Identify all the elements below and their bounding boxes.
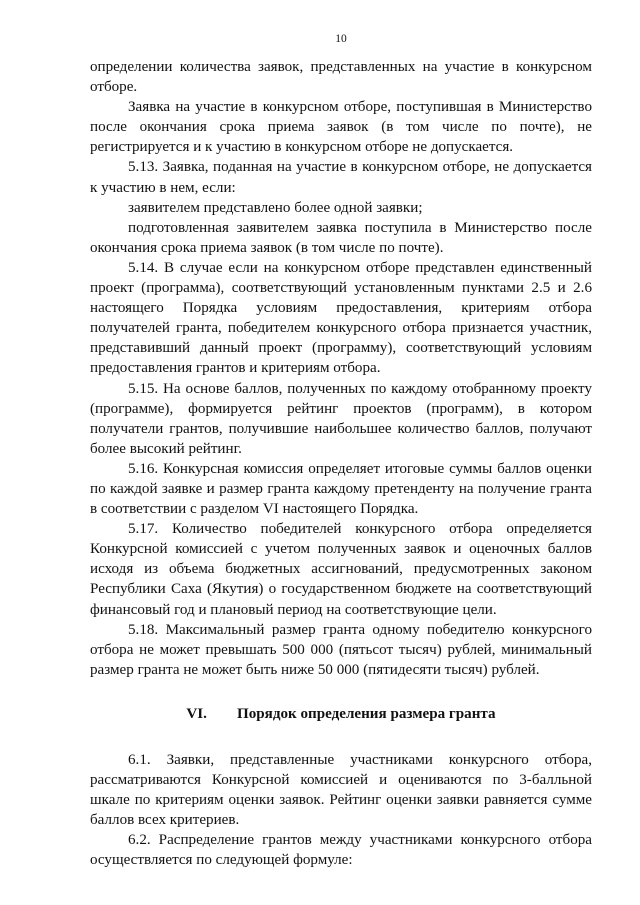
paragraph: определении количества заявок, представленных на участие в конкурсном отборе.: [90, 59, 592, 96]
document-body: [90, 57, 592, 870]
paragraph: 5.13. Заявка, поданная на участие в конкурсном отборе, не допускается к участию в нем, если:: [90, 159, 592, 196]
paragraph: 5.17. Количество победителей конкурсного отбора определяется Конкурсной комиссией с учетом полученных заявок и оценочных баллов исходя из объема бюджетных ассигнований, предусмотренных законом Республики Саха (Якутия) о государственном бюджете на соответствующий финансовый год и плановый период на соответствующие цели.: [90, 521, 592, 618]
paragraph: Заявка на участие в конкурсном отборе, поступившая в Министерство после окончания срока приема заявок (в том числе по почте), не регистрируется и к участию в конкурсном отборе не допускается.: [90, 99, 592, 156]
paragraph: заявителем представлено более одной заявки;: [128, 199, 423, 216]
section-title: Порядок определения размера гранта: [236, 705, 496, 722]
paragraph: 5.16. Конкурсная комиссия определяет итоговые суммы баллов оценки по каждой заявке и размер гранта каждому претенденту на получение гранта в соответствии с разделом VI настоящего Порядка.: [90, 460, 592, 518]
paragraph: подготовленная заявителем заявка поступила в Министерство после окончания срока приема заявок (в том числе по почте).: [90, 219, 592, 256]
paragraph: 5.15. На основе баллов, полученных по каждому отобранному проекту (программе), формируется рейтинг проектов (программ), в котором получатели грантов, получившие наибольшее количество баллов, получают более высокий рейтинг.: [90, 380, 592, 457]
section-heading: [90, 704, 592, 724]
paragraph: 5.14. В случае если на конкурсном отборе представлен единственный проект (программа), соответствующий установленным пунктами 2.5 и 2.6 настоящего Порядка условиям предоставления, критериям отбора получателей гранта, победителем конкурсного отбора признается участник, представивший данный проект (программу), соответствующий условиям предоставления грантов и критериям отбора.: [90, 259, 592, 377]
paragraph: 6.1. Заявки, представленные участниками конкурсного отбора, рассматриваются Конкурсной комиссией и оцениваются по 3-балльной шкале по критериям оценки заявок. Рейтинг оценки заявки равняется сумме баллов всех критериев.: [90, 751, 592, 829]
page-number: 10: [335, 33, 347, 45]
section-number: VI.: [186, 705, 207, 722]
paragraph: 6.2. Распределение грантов между участниками конкурсного отбора осуществляется по следующей формуле:: [90, 832, 592, 869]
paragraph: 5.18. Максимальный размер гранта одному победителю конкурсного отбора не может превышать 500 000 (пятьсот тысяч) рублей, минимальный размер гранта не может быть ниже 50 000 (пятидесяти тысяч) рублей.: [90, 621, 592, 678]
